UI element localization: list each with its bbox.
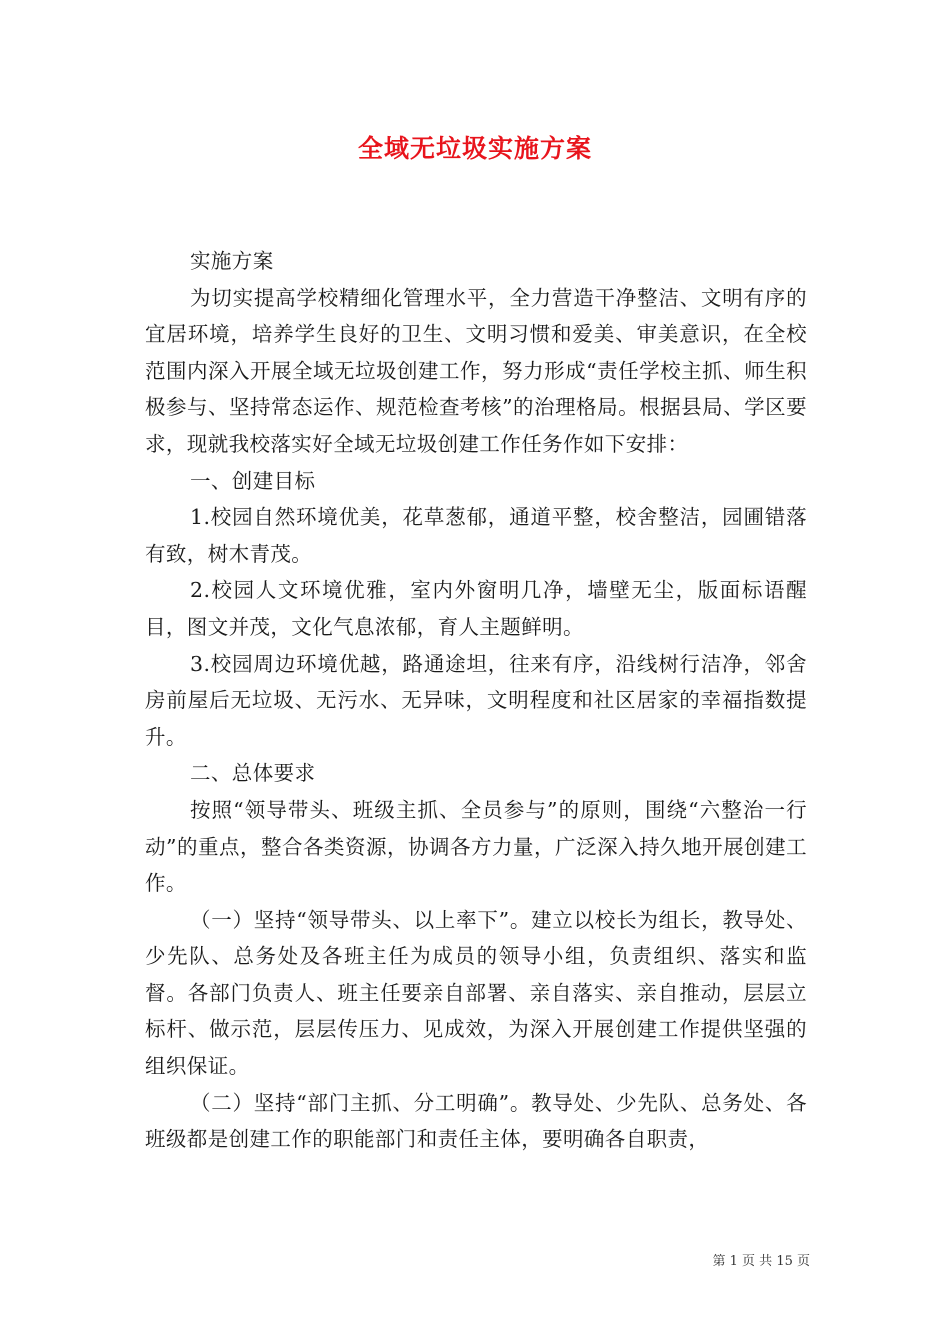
goal-item-1: 1.校园自然环境优美，花草葱郁，通道平整，校舍整洁，园圃错落有致，树木青茂。 <box>145 505 807 566</box>
heading-goals: 一、创建目标 <box>190 468 316 493</box>
goal-item-3: 3.校园周边环境优越，路通途坦，往来有序，沿线树行洁净，邻舍房前屋后无垃圾、无污水、无异味，文明程度和社区居家的幸福指数提升。 <box>145 651 807 749</box>
goal-item-2: 2.校园人文环境优雅，室内外窗明几净，墙壁无尘，版面标语醒目，图文并茂，文化气息浓郁，育人主题鲜明。 <box>145 578 807 639</box>
requirement-item-1: （一）坚持“领导带头、以上率下”。建立以校长为组长，教导处、少先队、总务处及各班主任为成员的领导小组，负责组织、落实和监督。各部门负责人、班主任要亲自部署、亲自落实、亲自推动，层层立标杆、做示范，层层传压力、见成效，为深入开展创建工作提供坚强的组织保证。 <box>145 907 807 1079</box>
section-label: 实施方案 <box>190 249 274 273</box>
heading-requirements: 二、总体要求 <box>190 761 316 786</box>
intro-paragraph: 为切实提高学校精细化管理水平，全力营造干净整洁、文明有序的宜居环境，培养学生良好的卫生、文明习惯和爱美、审美意识，在全校范围内深入开展全域无垃圾创建工作，努力形成“责任学校主抓、师生积极参与、坚持常态运作、规范检查考核”的治理格局。根据县局、学区要求，现就我校落实好全域无垃圾创建工作任务作如下安排： <box>145 285 807 456</box>
requirement-item-2: （二）坚持“部门主抓、分工明确”。教导处、少先队、总务处、各班级都是创建工作的职能部门和责任主体，要明确各自职责， <box>145 1090 807 1152</box>
document-title: 全域无垃圾实施方案 <box>357 134 592 163</box>
requirements-paragraph: 按照“领导带头、班级主抓、全员参与”的原则，围绕“六整治一行动”的重点，整合各类资源，协调各方力量，广泛深入持久地开展创建工作。 <box>145 797 807 896</box>
page-number-footer: 第 1 页 共 15 页 <box>712 1254 810 1269</box>
document-body <box>145 243 807 1158</box>
